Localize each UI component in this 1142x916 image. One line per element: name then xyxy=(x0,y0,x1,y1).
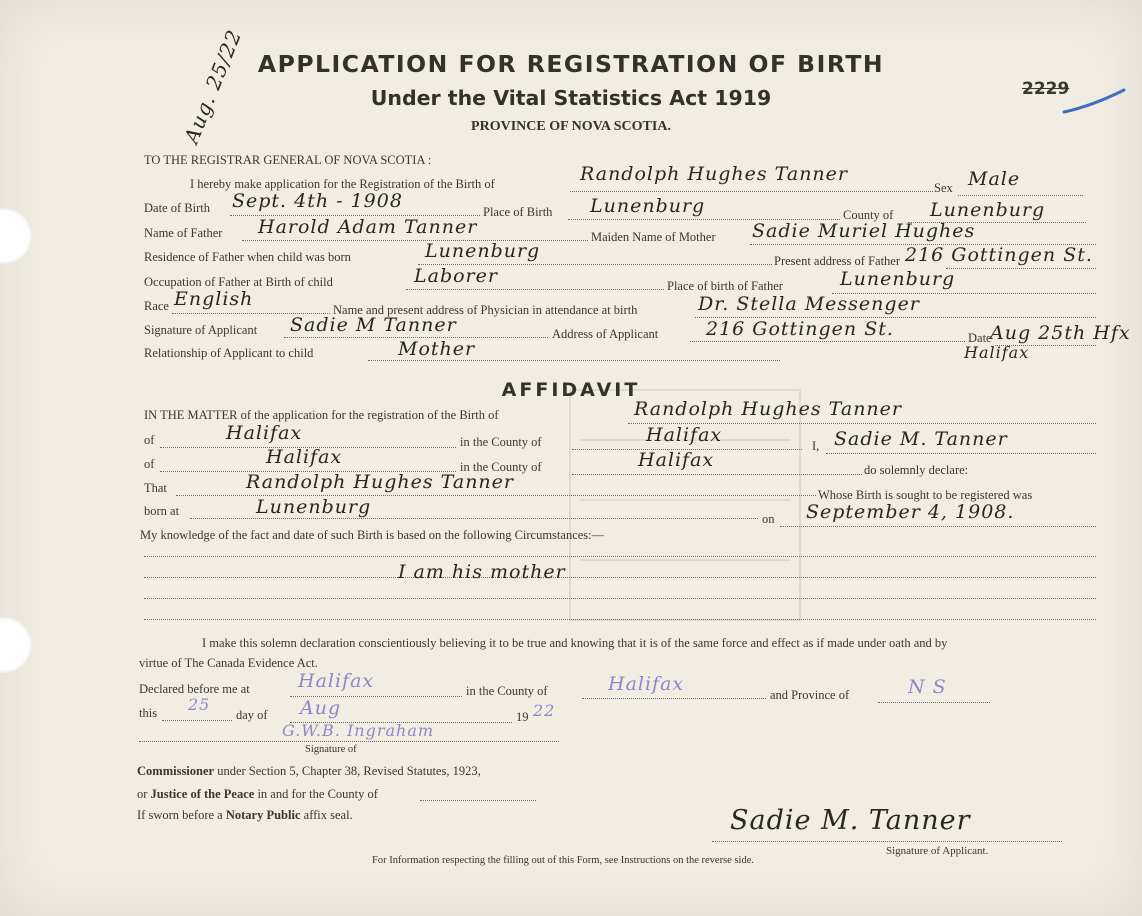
father-label: Name of Father xyxy=(144,226,223,240)
circumstance-line xyxy=(144,598,1096,599)
field-line xyxy=(572,474,862,475)
field-line xyxy=(368,360,780,361)
father-birthplace-value: Lunenburg xyxy=(840,268,956,290)
solemn-declaration-line1: I make this solemn declaration conscientiously believing it to be true and knowing that it is of the same force and effect as if made under oath and by xyxy=(202,636,948,650)
race-label: Race xyxy=(144,299,169,313)
of2-value: Halifax xyxy=(266,446,343,468)
intro-label: I hereby make application for the Registration of the Birth of xyxy=(190,177,495,191)
present-address-value: 216 Gottingen St. xyxy=(905,244,1093,266)
punch-hole xyxy=(0,617,32,673)
sex-value: Male xyxy=(968,168,1021,190)
born-value: Lunenburg xyxy=(256,496,372,518)
circumstance-line xyxy=(144,556,1096,557)
field-line xyxy=(958,195,1083,196)
commissioner-line xyxy=(137,764,481,778)
of2-label: of xyxy=(144,457,155,471)
or-label: or xyxy=(137,787,151,801)
form-title: APPLICATION FOR REGISTRATION OF BIRTH xyxy=(257,50,885,78)
sworn-suffix: affix seal. xyxy=(300,808,353,822)
matter-label: IN THE MATTER of the application for the registration of the Birth of xyxy=(144,408,499,422)
field-line xyxy=(780,526,1096,527)
county1-value: Halifax xyxy=(646,424,723,446)
justice-bold: Justice of the Peace xyxy=(150,787,255,801)
date-value: Aug 25th Hfx xyxy=(990,322,1131,344)
born-label: born at xyxy=(144,504,180,518)
county2-label: in the County of xyxy=(460,460,542,474)
signature-line xyxy=(712,841,1062,842)
occupation-value: Laborer xyxy=(414,265,498,287)
notary-line xyxy=(137,808,353,822)
of1-value: Halifax xyxy=(226,422,303,444)
dob-value: Sept. 4th - 1908 xyxy=(232,190,403,212)
signature-label: Signature of Applicant xyxy=(144,323,258,337)
day-value: 25 xyxy=(188,695,211,714)
declared-label: Declared before me at xyxy=(139,682,250,696)
circumstance-line xyxy=(144,619,1096,620)
child-name-value: Randolph Hughes Tanner xyxy=(580,163,848,185)
county-label: County of xyxy=(843,208,894,222)
sex-label: Sex xyxy=(934,181,953,195)
applicant-signature-label: Signature of Applicant. xyxy=(886,845,989,857)
pob-value: Lunenburg xyxy=(590,195,706,217)
this-label: this xyxy=(139,706,158,720)
relationship-label: Relationship of Applicant to child xyxy=(144,346,314,360)
occupation-label: Occupation of Father at Birth of child xyxy=(144,275,333,289)
province-heading: PROVINCE OF NOVA SCOTIA. xyxy=(471,119,671,134)
applicant-signature-value: Sadie M Tanner xyxy=(290,314,457,336)
registration-number: 2229 xyxy=(1022,79,1070,99)
physician-label: Name and present address of Physician in attendance at birth xyxy=(333,303,638,317)
margin-date: Aug. 25/22 xyxy=(179,25,247,147)
residence-value: Lunenburg xyxy=(425,240,541,262)
father-value: Harold Adam Tanner xyxy=(258,216,478,238)
on-value: September 4, 1908. xyxy=(806,501,1015,523)
field-line xyxy=(878,702,990,703)
that-value: Randolph Hughes Tanner xyxy=(246,471,514,493)
punch-hole xyxy=(0,208,32,264)
solemn-declaration-line2: virtue of The Canada Evidence Act. xyxy=(139,656,318,670)
signature-of-label: Signature of xyxy=(305,744,357,755)
present-address-label: Present address of Father xyxy=(774,254,901,268)
on-label: on xyxy=(762,512,775,526)
physician-value: Dr. Stella Messenger xyxy=(698,293,920,315)
footer-note: For Information respecting the filling out of this Form, see Instructions on the reverse side. xyxy=(372,855,755,866)
year-value: 22 xyxy=(533,701,556,720)
address-value: 216 Gottingen St. xyxy=(706,318,894,340)
of1-label: of xyxy=(144,433,155,447)
father-birthplace-label: Place of birth of Father xyxy=(667,279,783,293)
declare-label: do solemnly declare: xyxy=(864,463,969,477)
relationship-value: Mother xyxy=(398,338,476,360)
field-line xyxy=(162,720,232,721)
form-subtitle: Under the Vital Statistics Act 1919 xyxy=(370,86,772,110)
commissioner-signature: G.W.B. Ingraham xyxy=(282,721,435,740)
county3-value: Halifax xyxy=(608,673,685,695)
field-line xyxy=(570,191,933,192)
halifax-note: Halifax xyxy=(964,343,1030,362)
declared-at-value: Halifax xyxy=(298,670,375,692)
year-prefix: 19 xyxy=(516,710,529,724)
pob-label: Place of Birth xyxy=(483,205,553,219)
address-label: Address of Applicant xyxy=(552,327,659,341)
county1-label: in the County of xyxy=(460,435,542,449)
dob-label: Date of Birth xyxy=(144,201,210,215)
field-line xyxy=(190,518,758,519)
justice-rest: in and for the County of xyxy=(254,787,378,801)
field-line xyxy=(690,341,965,342)
matter-name-value: Randolph Hughes Tanner xyxy=(634,398,902,420)
knowledge-label: My knowledge of the fact and date of such Birth is based on the following Circumstances:— xyxy=(140,528,605,542)
county-value: Lunenburg xyxy=(930,199,1046,221)
field-line xyxy=(406,289,664,290)
commissioner-bold: Commissioner xyxy=(137,764,215,778)
circumstance-line xyxy=(144,577,1096,578)
notary-bold: Notary Public xyxy=(225,808,301,822)
field-line xyxy=(826,453,1096,454)
circumstance-value: I am his mother xyxy=(398,561,566,583)
county2-value: Halifax xyxy=(638,449,715,471)
i-value: Sadie M. Tanner xyxy=(834,428,1008,450)
field-line xyxy=(420,800,536,801)
commissioner-rest: under Section 5, Chapter 38, Revised Statutes, 1923, xyxy=(214,764,481,778)
that-label: That xyxy=(144,481,167,495)
province-value: N S xyxy=(908,676,947,698)
province-label: and Province of xyxy=(770,688,850,702)
justice-line xyxy=(137,787,378,801)
day-of-label: day of xyxy=(236,708,268,722)
month-value: Aug xyxy=(300,697,342,719)
sworn-prefix: If sworn before a xyxy=(137,808,226,822)
applicant-signature: Sadie M. Tanner xyxy=(730,805,971,836)
field-line xyxy=(582,698,766,699)
affidavit-heading: AFFIDAVIT xyxy=(501,379,641,401)
mother-label: Maiden Name of Mother xyxy=(591,230,716,244)
whose-label: Whose Birth is sought to be registered was xyxy=(818,488,1033,502)
blue-check-mark xyxy=(1062,84,1128,118)
county3-label: in the County of xyxy=(466,684,548,698)
i-label: I, xyxy=(812,439,820,453)
date-label: Date xyxy=(968,331,992,345)
salutation: TO THE REGISTRAR GENERAL OF NOVA SCOTIA : xyxy=(144,153,432,167)
mother-value: Sadie Muriel Hughes xyxy=(752,220,976,242)
race-value: English xyxy=(174,288,254,310)
residence-label: Residence of Father when child was born xyxy=(144,250,351,264)
field-line xyxy=(946,268,1096,269)
